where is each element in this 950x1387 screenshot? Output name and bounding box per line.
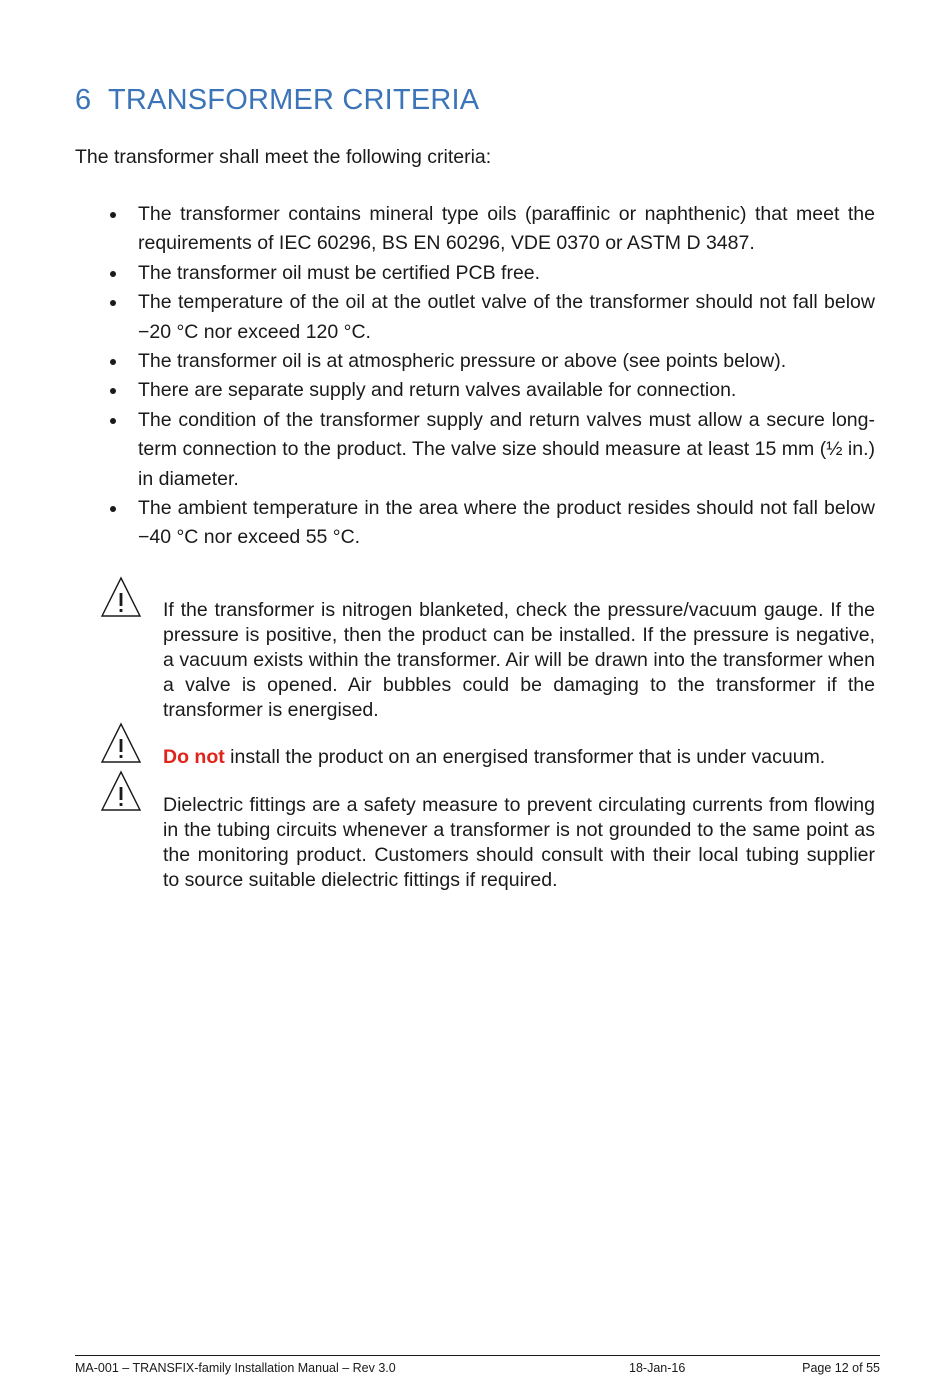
- criteria-text: There are separate supply and return valves available for connection.: [138, 379, 737, 402]
- criteria-text: The ambient temperature in the area where the product resides should not fall below −40 °C nor exceed 55 °C.: [138, 497, 875, 549]
- bullet-dot-icon: [110, 212, 116, 218]
- criteria-item: [103, 494, 875, 553]
- criteria-item: [103, 376, 875, 405]
- criteria-item: [103, 406, 875, 494]
- criteria-text: The transformer oil must be certified PCB free.: [138, 261, 541, 284]
- bullet-dot-icon: [110, 506, 116, 512]
- footer-date: 18-Jan-16: [629, 1361, 686, 1375]
- warning-triangle-icon: [100, 770, 142, 812]
- warning-triangle-icon: [100, 576, 142, 618]
- criteria-text: The transformer contains mineral type oils (paraffinic or naphthenic) that meet the requirements of IEC 60296, BS EN 60296, VDE 0370 or ASTM D 3487.: [138, 203, 875, 255]
- warning-body: install the product on an energised transformer that is under vacuum.: [224, 746, 826, 768]
- warning-text: If the transformer is nitrogen blanketed, check the pressure/vacuum gauge. If the pressure is positive, then the product can be installed. If the pressure is negative, a vacuum exists within the transformer. Air will be drawn into the transformer when a valve is opened. Air bubbles could be damaging to the transformer if the transformer is energised.: [163, 599, 875, 721]
- warning-note-vacuum: [100, 722, 875, 770]
- warning-emphasis: Do not: [163, 746, 225, 768]
- criteria-item: [103, 347, 875, 376]
- bullet-dot-icon: [110, 359, 116, 365]
- warning-triangle-icon: [100, 722, 142, 764]
- criteria-text: The transformer oil is at atmospheric pressure or above (see points below).: [138, 350, 787, 373]
- bullet-dot-icon: [110, 271, 116, 277]
- warning-note-nitrogen: [100, 576, 875, 723]
- footer-divider: [75, 1355, 880, 1356]
- warning-note-dielectric: [100, 770, 875, 893]
- footer-document-title: MA-001 – TRANSFIX-family Installation Manual – Rev 3.0: [75, 1361, 396, 1375]
- warning-text: Dielectric fittings are a safety measure to prevent circulating currents from flowing in the tubing circuits whenever a transformer is not grounded to the same point as the monitoring product. Customers should consult with their local tubing supplier to source suitable dielectric fittings if required.: [163, 794, 875, 891]
- criteria-item: [103, 200, 875, 259]
- section-title: TRANSFORMER CRITERIA: [108, 84, 480, 116]
- section-number: 6: [75, 84, 92, 116]
- bullet-dot-icon: [110, 388, 116, 394]
- criteria-item: [103, 259, 875, 288]
- criteria-list: [103, 200, 875, 553]
- section-heading: [75, 84, 479, 117]
- criteria-item: [103, 288, 875, 347]
- criteria-text: The condition of the transformer supply and return valves must allow a secure long-term connection to the product. The valve size should measure at least 15 mm (½ in.) in diameter.: [138, 408, 875, 490]
- warning-text: [163, 722, 875, 770]
- footer-page-number: Page 12 of 55: [802, 1361, 880, 1375]
- section-intro: The transformer shall meet the following criteria:: [75, 146, 492, 168]
- bullet-dot-icon: [110, 418, 116, 424]
- bullet-dot-icon: [110, 300, 116, 306]
- criteria-text: The temperature of the oil at the outlet valve of the transformer should not fall below −20 °C nor exceed 120 °C.: [138, 291, 875, 343]
